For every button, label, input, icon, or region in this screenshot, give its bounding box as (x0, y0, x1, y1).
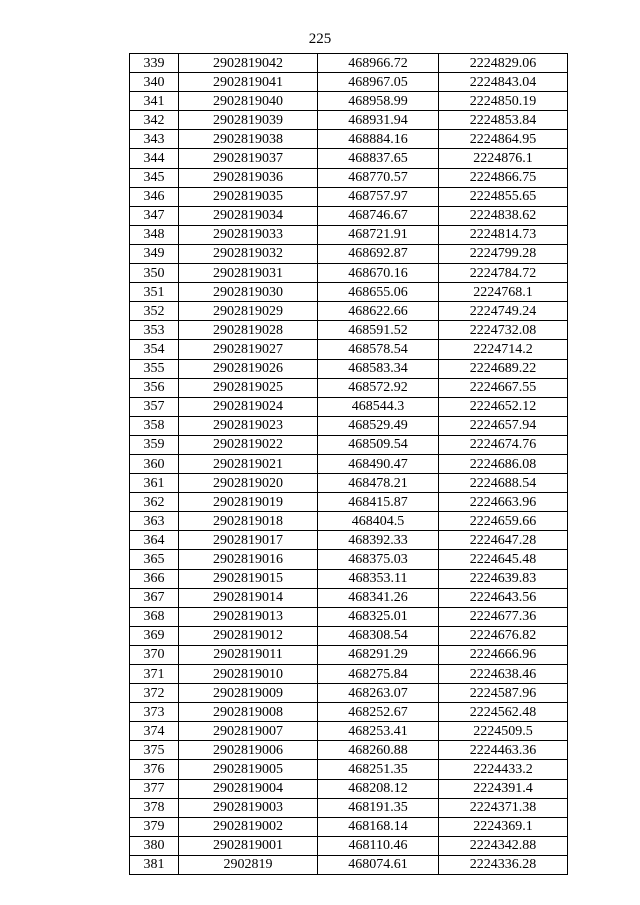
point-number-cell: 356 (130, 378, 179, 397)
point-number-cell: 342 (130, 111, 179, 130)
x-coordinate-cell: 468253.41 (318, 722, 439, 741)
y-coordinate-cell: 2224463.36 (439, 741, 568, 760)
y-coordinate-cell: 2224855.65 (439, 187, 568, 206)
table-row (130, 54, 568, 73)
point-id-cell: 2902819019 (179, 493, 318, 512)
y-coordinate-cell: 2224732.08 (439, 321, 568, 340)
point-id-cell: 2902819031 (179, 264, 318, 283)
page-number: 225 (308, 31, 332, 47)
point-id-cell: 2902819030 (179, 283, 318, 302)
x-coordinate-cell: 468544.3 (318, 397, 439, 416)
y-coordinate-cell: 2224843.04 (439, 73, 568, 92)
point-id-cell: 2902819021 (179, 454, 318, 473)
x-coordinate-cell: 468191.35 (318, 798, 439, 817)
point-number-cell: 351 (130, 283, 179, 302)
point-id-cell: 2902819024 (179, 397, 318, 416)
y-coordinate-cell: 2224369.1 (439, 817, 568, 836)
table-row (130, 741, 568, 760)
x-coordinate-cell: 468404.5 (318, 512, 439, 531)
x-coordinate-cell: 468591.52 (318, 321, 439, 340)
point-id-cell: 2902819041 (179, 73, 318, 92)
point-id-cell: 2902819003 (179, 798, 318, 817)
x-coordinate-cell: 468341.26 (318, 588, 439, 607)
y-coordinate-cell: 2224587.96 (439, 684, 568, 703)
point-number-cell: 362 (130, 493, 179, 512)
point-number-cell: 379 (130, 817, 179, 836)
x-coordinate-cell: 468757.97 (318, 187, 439, 206)
y-coordinate-cell: 2224562.48 (439, 703, 568, 722)
point-id-cell: 2902819033 (179, 225, 318, 244)
point-id-cell: 2902819036 (179, 168, 318, 187)
table-row (130, 703, 568, 722)
table-row (130, 588, 568, 607)
point-id-cell: 2902819026 (179, 359, 318, 378)
x-coordinate-cell: 468168.14 (318, 817, 439, 836)
point-number-cell: 339 (130, 54, 179, 73)
table-row (130, 206, 568, 225)
point-number-cell: 377 (130, 779, 179, 798)
table-row (130, 684, 568, 703)
x-coordinate-cell: 468746.67 (318, 206, 439, 225)
point-id-cell: 2902819040 (179, 92, 318, 111)
table-row (130, 302, 568, 321)
y-coordinate-cell: 2224850.19 (439, 92, 568, 111)
point-id-cell: 2902819020 (179, 474, 318, 493)
point-id-cell: 2902819002 (179, 817, 318, 836)
x-coordinate-cell: 468884.16 (318, 130, 439, 149)
point-number-cell: 360 (130, 454, 179, 473)
point-id-cell: 2902819015 (179, 569, 318, 588)
x-coordinate-cell: 468252.67 (318, 703, 439, 722)
table-row (130, 225, 568, 244)
x-coordinate-cell: 468263.07 (318, 684, 439, 703)
point-number-cell: 343 (130, 130, 179, 149)
y-coordinate-cell: 2224645.48 (439, 550, 568, 569)
point-id-cell: 2902819028 (179, 321, 318, 340)
table-row (130, 512, 568, 531)
table-row (130, 168, 568, 187)
table-row (130, 244, 568, 263)
table-row (130, 550, 568, 569)
point-id-cell: 2902819032 (179, 244, 318, 263)
table-row (130, 130, 568, 149)
table-row (130, 645, 568, 664)
point-number-cell: 352 (130, 302, 179, 321)
coordinates-table (129, 53, 568, 875)
y-coordinate-cell: 2224676.82 (439, 626, 568, 645)
table-row (130, 474, 568, 493)
x-coordinate-cell: 468655.06 (318, 283, 439, 302)
point-number-cell: 354 (130, 340, 179, 359)
point-id-cell: 2902819022 (179, 435, 318, 454)
table-row (130, 149, 568, 168)
point-id-cell: 2902819011 (179, 645, 318, 664)
x-coordinate-cell: 468325.01 (318, 607, 439, 626)
x-coordinate-cell: 468578.54 (318, 340, 439, 359)
y-coordinate-cell: 2224336.28 (439, 855, 568, 874)
y-coordinate-cell: 2224639.83 (439, 569, 568, 588)
table-row (130, 416, 568, 435)
y-coordinate-cell: 2224814.73 (439, 225, 568, 244)
table-row (130, 435, 568, 454)
x-coordinate-cell: 468572.92 (318, 378, 439, 397)
y-coordinate-cell: 2224371.38 (439, 798, 568, 817)
y-coordinate-cell: 2224799.28 (439, 244, 568, 263)
table-row (130, 836, 568, 855)
table-row (130, 111, 568, 130)
point-number-cell: 366 (130, 569, 179, 588)
table-row (130, 817, 568, 836)
point-id-cell: 2902819007 (179, 722, 318, 741)
y-coordinate-cell: 2224714.2 (439, 340, 568, 359)
y-coordinate-cell: 2224663.96 (439, 493, 568, 512)
point-id-cell: 2902819014 (179, 588, 318, 607)
y-coordinate-cell: 2224652.12 (439, 397, 568, 416)
x-coordinate-cell: 468966.72 (318, 54, 439, 73)
point-id-cell: 2902819035 (179, 187, 318, 206)
table-row (130, 531, 568, 550)
y-coordinate-cell: 2224866.75 (439, 168, 568, 187)
point-id-cell: 2902819016 (179, 550, 318, 569)
x-coordinate-cell: 468110.46 (318, 836, 439, 855)
point-id-cell: 2902819023 (179, 416, 318, 435)
point-id-cell: 2902819034 (179, 206, 318, 225)
point-number-cell: 357 (130, 397, 179, 416)
x-coordinate-cell: 468251.35 (318, 760, 439, 779)
x-coordinate-cell: 468260.88 (318, 741, 439, 760)
table-row (130, 626, 568, 645)
x-coordinate-cell: 468490.47 (318, 454, 439, 473)
y-coordinate-cell: 2224666.96 (439, 645, 568, 664)
point-number-cell: 344 (130, 149, 179, 168)
point-number-cell: 365 (130, 550, 179, 569)
point-number-cell: 340 (130, 73, 179, 92)
table-row (130, 92, 568, 111)
y-coordinate-cell: 2224643.56 (439, 588, 568, 607)
point-id-cell: 2902819010 (179, 665, 318, 684)
point-number-cell: 369 (130, 626, 179, 645)
point-id-cell: 2902819029 (179, 302, 318, 321)
point-id-cell: 2902819001 (179, 836, 318, 855)
y-coordinate-cell: 2224667.55 (439, 378, 568, 397)
point-number-cell: 345 (130, 168, 179, 187)
point-id-cell: 2902819008 (179, 703, 318, 722)
y-coordinate-cell: 2224686.08 (439, 454, 568, 473)
point-number-cell: 350 (130, 264, 179, 283)
point-number-cell: 353 (130, 321, 179, 340)
y-coordinate-cell: 2224638.46 (439, 665, 568, 684)
point-id-cell: 2902819005 (179, 760, 318, 779)
table-row (130, 665, 568, 684)
table-row (130, 798, 568, 817)
x-coordinate-cell: 468308.54 (318, 626, 439, 645)
x-coordinate-cell: 468529.49 (318, 416, 439, 435)
point-number-cell: 346 (130, 187, 179, 206)
coordinates-table-body (130, 54, 568, 875)
point-number-cell: 361 (130, 474, 179, 493)
point-id-cell: 2902819009 (179, 684, 318, 703)
y-coordinate-cell: 2224433.2 (439, 760, 568, 779)
table-row (130, 73, 568, 92)
x-coordinate-cell: 468931.94 (318, 111, 439, 130)
y-coordinate-cell: 2224509.5 (439, 722, 568, 741)
point-number-cell: 378 (130, 798, 179, 817)
x-coordinate-cell: 468583.34 (318, 359, 439, 378)
x-coordinate-cell: 468692.87 (318, 244, 439, 263)
y-coordinate-cell: 2224876.1 (439, 149, 568, 168)
point-id-cell: 2902819004 (179, 779, 318, 798)
table-row (130, 283, 568, 302)
y-coordinate-cell: 2224342.88 (439, 836, 568, 855)
y-coordinate-cell: 2224657.94 (439, 416, 568, 435)
x-coordinate-cell: 468208.12 (318, 779, 439, 798)
point-number-cell: 374 (130, 722, 179, 741)
point-number-cell: 364 (130, 531, 179, 550)
table-row (130, 493, 568, 512)
x-coordinate-cell: 468670.16 (318, 264, 439, 283)
point-id-cell: 2902819018 (179, 512, 318, 531)
point-number-cell: 376 (130, 760, 179, 779)
point-number-cell: 341 (130, 92, 179, 111)
x-coordinate-cell: 468721.91 (318, 225, 439, 244)
x-coordinate-cell: 468392.33 (318, 531, 439, 550)
point-id-cell: 2902819042 (179, 54, 318, 73)
y-coordinate-cell: 2224829.06 (439, 54, 568, 73)
point-id-cell: 2902819 (179, 855, 318, 874)
y-coordinate-cell: 2224749.24 (439, 302, 568, 321)
point-number-cell: 355 (130, 359, 179, 378)
point-number-cell: 371 (130, 665, 179, 684)
table-row (130, 359, 568, 378)
y-coordinate-cell: 2224838.62 (439, 206, 568, 225)
point-number-cell: 373 (130, 703, 179, 722)
point-number-cell: 359 (130, 435, 179, 454)
point-number-cell: 348 (130, 225, 179, 244)
table-row (130, 760, 568, 779)
x-coordinate-cell: 468291.29 (318, 645, 439, 664)
table-row (130, 855, 568, 874)
table-row (130, 454, 568, 473)
x-coordinate-cell: 468415.87 (318, 493, 439, 512)
x-coordinate-cell: 468958.99 (318, 92, 439, 111)
y-coordinate-cell: 2224853.84 (439, 111, 568, 130)
table-row (130, 569, 568, 588)
point-id-cell: 2902819013 (179, 607, 318, 626)
x-coordinate-cell: 468509.54 (318, 435, 439, 454)
table-row (130, 722, 568, 741)
point-number-cell: 370 (130, 645, 179, 664)
point-number-cell: 349 (130, 244, 179, 263)
table-row (130, 321, 568, 340)
table-row (130, 397, 568, 416)
y-coordinate-cell: 2224689.22 (439, 359, 568, 378)
x-coordinate-cell: 468622.66 (318, 302, 439, 321)
y-coordinate-cell: 2224864.95 (439, 130, 568, 149)
y-coordinate-cell: 2224677.36 (439, 607, 568, 626)
y-coordinate-cell: 2224784.72 (439, 264, 568, 283)
point-number-cell: 367 (130, 588, 179, 607)
y-coordinate-cell: 2224659.66 (439, 512, 568, 531)
point-id-cell: 2902819037 (179, 149, 318, 168)
point-id-cell: 2902819025 (179, 378, 318, 397)
x-coordinate-cell: 468478.21 (318, 474, 439, 493)
point-number-cell: 380 (130, 836, 179, 855)
table-row (130, 340, 568, 359)
point-number-cell: 368 (130, 607, 179, 626)
point-number-cell: 375 (130, 741, 179, 760)
x-coordinate-cell: 468967.05 (318, 73, 439, 92)
x-coordinate-cell: 468074.61 (318, 855, 439, 874)
y-coordinate-cell: 2224674.76 (439, 435, 568, 454)
point-number-cell: 347 (130, 206, 179, 225)
table-row (130, 607, 568, 626)
point-number-cell: 381 (130, 855, 179, 874)
y-coordinate-cell: 2224647.28 (439, 531, 568, 550)
x-coordinate-cell: 468275.84 (318, 665, 439, 684)
x-coordinate-cell: 468353.11 (318, 569, 439, 588)
point-number-cell: 372 (130, 684, 179, 703)
y-coordinate-cell: 2224688.54 (439, 474, 568, 493)
point-id-cell: 2902819038 (179, 130, 318, 149)
point-id-cell: 2902819006 (179, 741, 318, 760)
table-row (130, 264, 568, 283)
point-number-cell: 358 (130, 416, 179, 435)
x-coordinate-cell: 468837.65 (318, 149, 439, 168)
point-number-cell: 363 (130, 512, 179, 531)
point-id-cell: 2902819017 (179, 531, 318, 550)
point-id-cell: 2902819027 (179, 340, 318, 359)
table-row (130, 779, 568, 798)
x-coordinate-cell: 468375.03 (318, 550, 439, 569)
x-coordinate-cell: 468770.57 (318, 168, 439, 187)
point-id-cell: 2902819039 (179, 111, 318, 130)
table-row (130, 378, 568, 397)
y-coordinate-cell: 2224391.4 (439, 779, 568, 798)
y-coordinate-cell: 2224768.1 (439, 283, 568, 302)
table-row (130, 187, 568, 206)
point-id-cell: 2902819012 (179, 626, 318, 645)
